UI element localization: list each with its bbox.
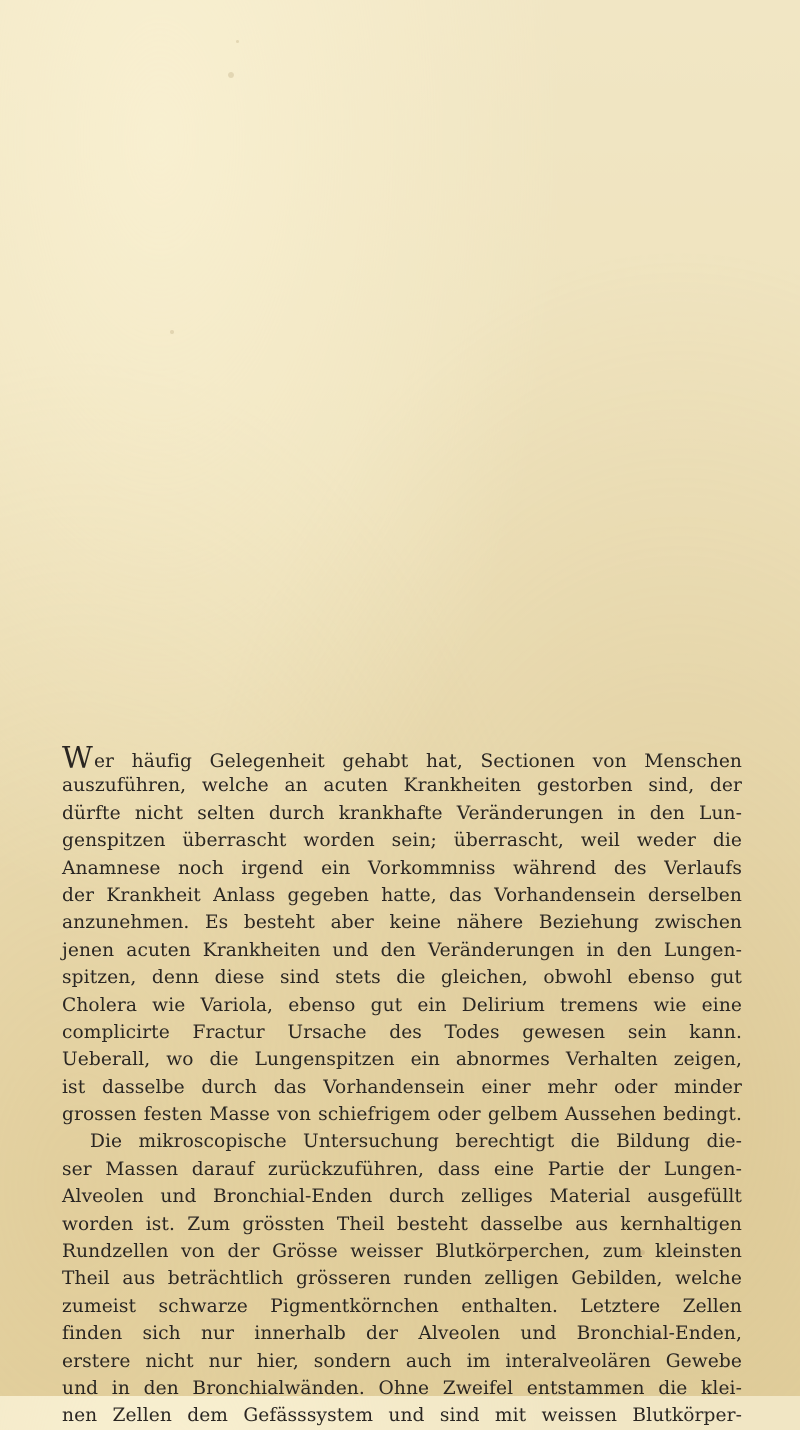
text-line-23: erstere nicht nur hier, sondern auch im interalveolären Gewebe [62,1350,742,1372]
text-line-1: Wer häufig Gelegenheit gehabt hat, Sectionen von Menschen [62,741,742,776]
text-line-5: Anamnese noch irgend ein Vorkommniss während des Verlaufs [62,857,742,879]
paper-stain [228,72,234,78]
text-line-21: zumeist schwarze Pigmentkörnchen enthalten. Letztere Zellen [62,1295,742,1317]
body-paragraph [62,741,742,1430]
text-line-19: Rundzellen von der Grösse weisser Blutkörperchen, zum kleinsten [62,1241,742,1263]
text-line-24: und in den Bronchialwänden. Ohne Zweifel entstammen die klei- [62,1377,742,1399]
text-line-6: der Krankheit Anlass gegeben hatte, das Vorhandensein derselben [62,884,742,906]
text-line-18: worden ist. Zum grössten Theil besteht dasselbe aus kernhaltigen [62,1213,742,1235]
text-line-12: Ueberall, wo die Lungenspitzen ein abnormes Verhalten zeigen, [62,1049,742,1071]
text-line-7: anzunehmen. Es besteht aber keine nähere Beziehung zwischen [62,912,742,934]
drop-cap: W [62,741,93,776]
text-line-22: finden sich nur innerhalb der Alveolen und Bronchial-Enden, [62,1323,742,1345]
text-line-14: grossen festen Masse von schiefrigem oder gelbem Aussehen bedingt. [62,1104,742,1126]
text-line-11: complicirte Fractur Ursache des Todes gewesen sein kann. [62,1021,742,1043]
text-line-17: Alveolen und Bronchial-Enden durch zelliges Material ausgefüllt [62,1186,742,1208]
text-line-10: Cholera wie Variola, ebenso gut ein Delirium tremens wie eine [62,994,742,1016]
text-line-20: Theil aus beträchtlich grösseren runden zelligen Gebilden, welche [62,1268,742,1290]
text-line-25: nen Zellen dem Gefässsystem und sind mit weissen Blutkörper- [62,1405,742,1427]
text-line-8: jenen acuten Krankheiten und den Veränderungen in den Lungen- [62,939,742,961]
text-line-16: ser Massen darauf zurückzuführen, dass eine Partie der Lungen- [62,1158,742,1180]
text-line-4: genspitzen überrascht worden sein; überrascht, weil weder die [62,830,742,852]
text-line-3: dürfte nicht selten durch krankhafte Veränderungen in den Lun- [62,802,742,824]
text-line-15: Die mikroscopische Untersuchung berechtigt die Bildung die- [90,1131,742,1153]
text-line-9: spitzen, denn diese sind stets die gleichen, obwohl ebenso gut [62,967,742,989]
paper-stain [236,40,239,43]
text-line-2: auszuführen, welche an acuten Krankheiten gestorben sind, der [62,775,742,797]
text-line-13: ist dasselbe durch das Vorhandensein einer mehr oder minder [62,1076,742,1098]
paper-stain [170,330,174,334]
